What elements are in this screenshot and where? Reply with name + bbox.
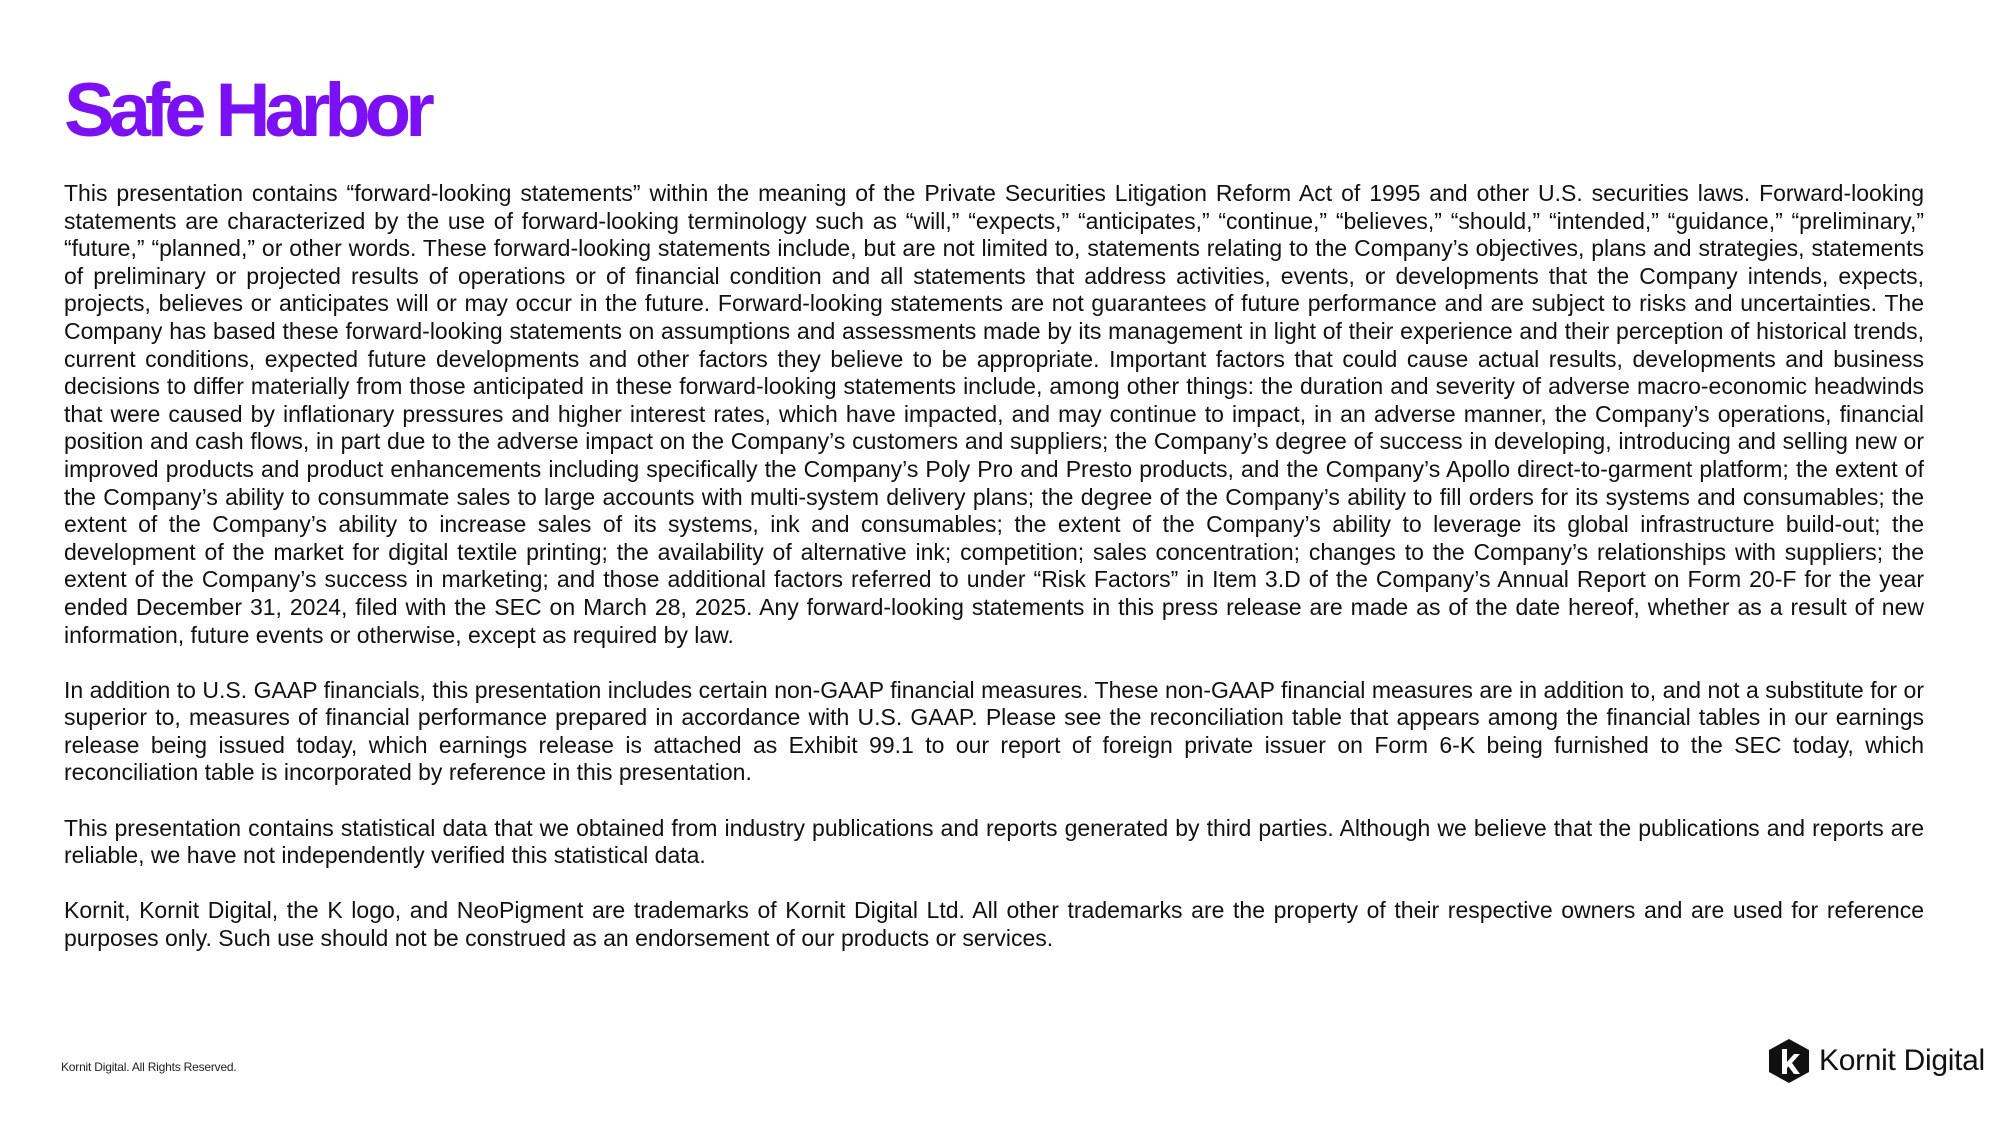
disclaimer-body xyxy=(64,180,1924,953)
logo-text: Kornit Digital xyxy=(1819,1044,1985,1077)
paragraph-statistical-data: This presentation contains statistical data that we obtained from industry publications and reports generated by third parties. Although we believe that the publications and reports are reliable, we have not independently verified this statistical data. xyxy=(64,814,1924,869)
footer-copyright: Kornit Digital. All Rights Reserved. xyxy=(61,1060,237,1074)
kornit-k-logo-icon xyxy=(1765,1037,1813,1085)
paragraph-non-gaap: In addition to U.S. GAAP financials, this presentation includes certain non-GAAP financial measures. These non-GAAP financial measures are in addition to, and not a substitute for or superior to, measures of financial performance prepared in accordance with U.S. GAAP. Please see the reconciliation table that appears among the financial tables in our earnings release being issued today, which earnings release is attached as Exhibit 99.1 to our report of foreign private issuer on Form 6-K being furnished to the SEC today, which reconciliation table is incorporated by reference in this presentation. xyxy=(64,676,1924,786)
paragraph-forward-looking: This presentation contains “forward-looking statements” within the meaning of the Private Securities Litigation Reform Act of 1995 and other U.S. securities laws. Forward-looking statements are characterized by the use of forward-looking terminology such as “will,” “expects,” “anticipates,” “continue,” “believes,” “should,” “intended,” “guidance,” “preliminary,” “future,” “planned,” or other words. These forward-looking statements include, but are not limited to, statements relating to the Company’s objectives, plans and strategies, statements of preliminary or projected results of operations or of financial condition and all statements that address activities, events, or developments that the Company intends, expects, projects, believes or anticipates will or may occur in the future. Forward-looking statements are not guarantees of future performance and are subject to risks and uncertainties. The Company has based these forward-looking statements on assumptions and assessments made by its management in light of their experience and their perception of historical trends, current conditions, expected future developments and other factors they believe to be appropriate. Important factors that could cause actual results, developments and business decisions to differ materially from those anticipated in these forward-looking statements include, among other things: the duration and severity of adverse macro-economic headwinds that were caused by inflationary pressures and higher interest rates, which have impacted, and may continue to impact, in an adverse manner, the Company’s operations, financial position and cash flows, in part due to the adverse impact on the Company’s customers and suppliers; the Company’s degree of success in developing, introducing and selling new or improved products and product enhancements including specifically the Company’s Poly Pro and Presto products, and the Company’s Apollo direct-to-garment platform; the extent of the Company’s ability to consummate sales to large accounts with multi-system delivery plans; the degree of the Company’s ability to fill orders for its systems and consumables; the extent of the Company’s ability to increase sales of its systems, ink and consumables; the extent of the Company’s ability to leverage its global infrastructure build-out; the development of the market for digital textile printing; the availability of alternative ink; competition; sales concentration; changes to the Company’s relationships with suppliers; the extent of the Company’s success in marketing; and those additional factors referred to under “Risk Factors” in Item 3.D of the Company’s Annual Report on Form 20-F for the year ended December 31, 2024, filed with the SEC on March 28, 2025. Any forward-looking statements in this press release are made as of the date hereof, whether as a result of new information, future events or otherwise, except as required by law. xyxy=(64,180,1924,648)
paragraph-trademarks: Kornit, Kornit Digital, the K logo, and NeoPigment are trademarks of Kornit Digital Ltd. All other trademarks are the property of their respective owners and are used for reference purposes only. Such use should not be construed as an endorsement of our products or services. xyxy=(64,897,1924,952)
page-title: Safe Harbor xyxy=(64,68,429,153)
company-logo xyxy=(1765,1036,1985,1086)
